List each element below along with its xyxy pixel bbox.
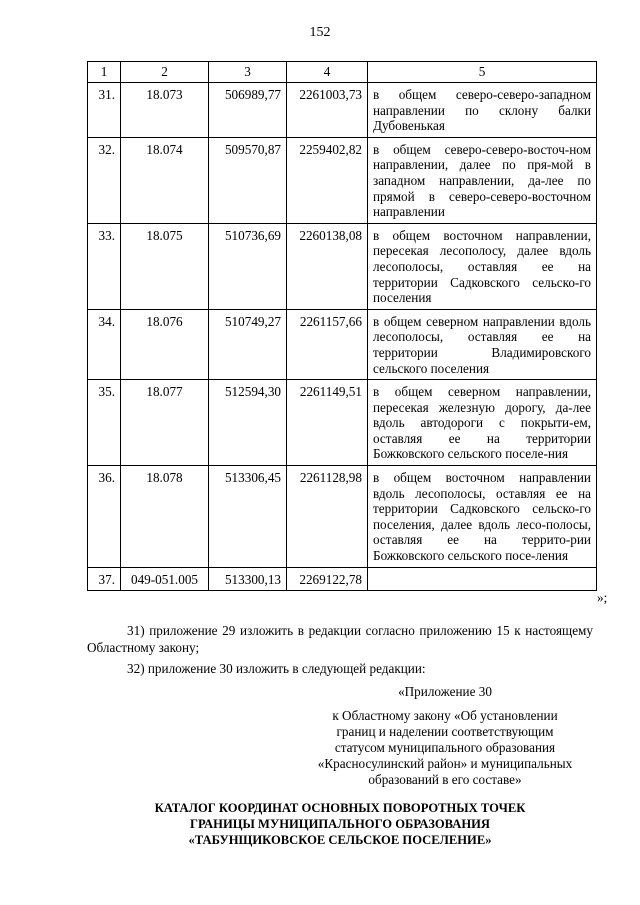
catalog-line: «ТАБУНЩИКОВСКОЕ СЕЛЬСКОЕ ПОСЕЛЕНИЕ»	[188, 833, 492, 847]
description-cell: в общем северо-северо-восточ-ном направлении, далее по пря-мой в западном направлении, да-лее по прямой в северо-северо-восточном направлении	[368, 137, 597, 223]
x-coordinate-cell: 506989,77	[209, 83, 287, 138]
description-cell: в общем восточном направлении, пересекая лесополосу, далее вдоль лесополосы, оставляя ее на территории Садковского сельско-го поселения	[368, 223, 597, 309]
table-header-row	[88, 62, 597, 83]
row-number-cell: 32.	[88, 137, 121, 223]
coordinates-table	[87, 61, 597, 591]
point-code-cell: 18.076	[121, 309, 209, 379]
row-number-cell: 36.	[88, 466, 121, 568]
appendix-line: границ и наделении соответствующим	[336, 724, 554, 739]
y-coordinate-cell: 2261149,51	[287, 380, 368, 466]
header-cell: 3	[209, 62, 287, 83]
point-code-cell: 18.077	[121, 380, 209, 466]
description-cell: в общем северо-северо-западном направлении по склону балки Дубовенькая	[368, 83, 597, 138]
point-code-cell: 18.074	[121, 137, 209, 223]
appendix-caption	[297, 708, 593, 788]
description-cell: в общем восточном направлении вдоль лесополосы, оставляя ее на территории Садковского сельско-го поселения, далее вдоль лесо-полосы, оставляя ее на террито-рии Божковского сельского посе-ления	[368, 466, 597, 568]
appendix-line: к Областному закону «Об установлении	[332, 708, 558, 723]
appendix-line: образований в его составе»	[368, 772, 522, 787]
y-coordinate-cell: 2261157,66	[287, 309, 368, 379]
x-coordinate-cell: 509570,87	[209, 137, 287, 223]
catalog-line: КАТАЛОГ КООРДИНАТ ОСНОВНЫХ ПОВОРОТНЫХ ТОЧЕК	[154, 801, 526, 815]
header-cell: 1	[88, 62, 121, 83]
y-coordinate-cell: 2261003,73	[287, 83, 368, 138]
catalog-line: ГРАНИЦЫ МУНИЦИПАЛЬНОГО ОБРАЗОВАНИЯ	[189, 817, 491, 831]
x-coordinate-cell: 513300,13	[209, 567, 287, 591]
point-code-cell: 049-051.005	[121, 567, 209, 591]
description-cell: в общем северном направлении вдоль лесополосы, оставляя ее на территории Владимировского сельского поселения	[368, 309, 597, 379]
y-coordinate-cell: 2269122,78	[287, 567, 368, 591]
header-cell: 4	[287, 62, 368, 83]
x-coordinate-cell: 513306,45	[209, 466, 287, 568]
point-code-cell: 18.073	[121, 83, 209, 138]
x-coordinate-cell: 510736,69	[209, 223, 287, 309]
table-row	[88, 223, 597, 309]
appendix-line: «Красносулинский район» и муниципальных	[317, 756, 573, 771]
row-number-cell: 34.	[88, 309, 121, 379]
point-code-cell: 18.078	[121, 466, 209, 568]
appendix-line: статусом муниципального образования	[334, 740, 556, 755]
catalog-heading	[87, 800, 593, 848]
paragraph-31: 31) приложение 29 изложить в редакции согласно приложению 15 к настоящему Областному закону;	[87, 623, 593, 655]
row-number-cell: 31.	[88, 83, 121, 138]
table-trailing-quote: »;	[597, 590, 608, 605]
x-coordinate-cell: 510749,27	[209, 309, 287, 379]
x-coordinate-cell: 512594,30	[209, 380, 287, 466]
table-row	[88, 309, 597, 379]
page-number: 152	[309, 25, 331, 40]
row-number-cell: 33.	[88, 223, 121, 309]
header-cell: 2	[121, 62, 209, 83]
table-row	[88, 137, 597, 223]
y-coordinate-cell: 2259402,82	[287, 137, 368, 223]
appendix-title: «Приложение 30	[398, 684, 492, 699]
row-number-cell: 35.	[88, 380, 121, 466]
y-coordinate-cell: 2260138,08	[287, 223, 368, 309]
description-cell	[368, 567, 597, 591]
point-code-cell: 18.075	[121, 223, 209, 309]
paragraph-32: 32) приложение 30 изложить в следующей редакции:	[127, 661, 426, 676]
table-row	[88, 83, 597, 138]
table-row	[88, 380, 597, 466]
table-row	[88, 466, 597, 568]
y-coordinate-cell: 2261128,98	[287, 466, 368, 568]
description-cell: в общем северном направлении, пересекая железную дорогу, да-лее вдоль автодороги с покрыти-ем, оставляя ее на территории Божковского сельского поселе-ния	[368, 380, 597, 466]
row-number-cell: 37.	[88, 567, 121, 591]
header-cell: 5	[368, 62, 597, 83]
table-row	[88, 567, 597, 591]
